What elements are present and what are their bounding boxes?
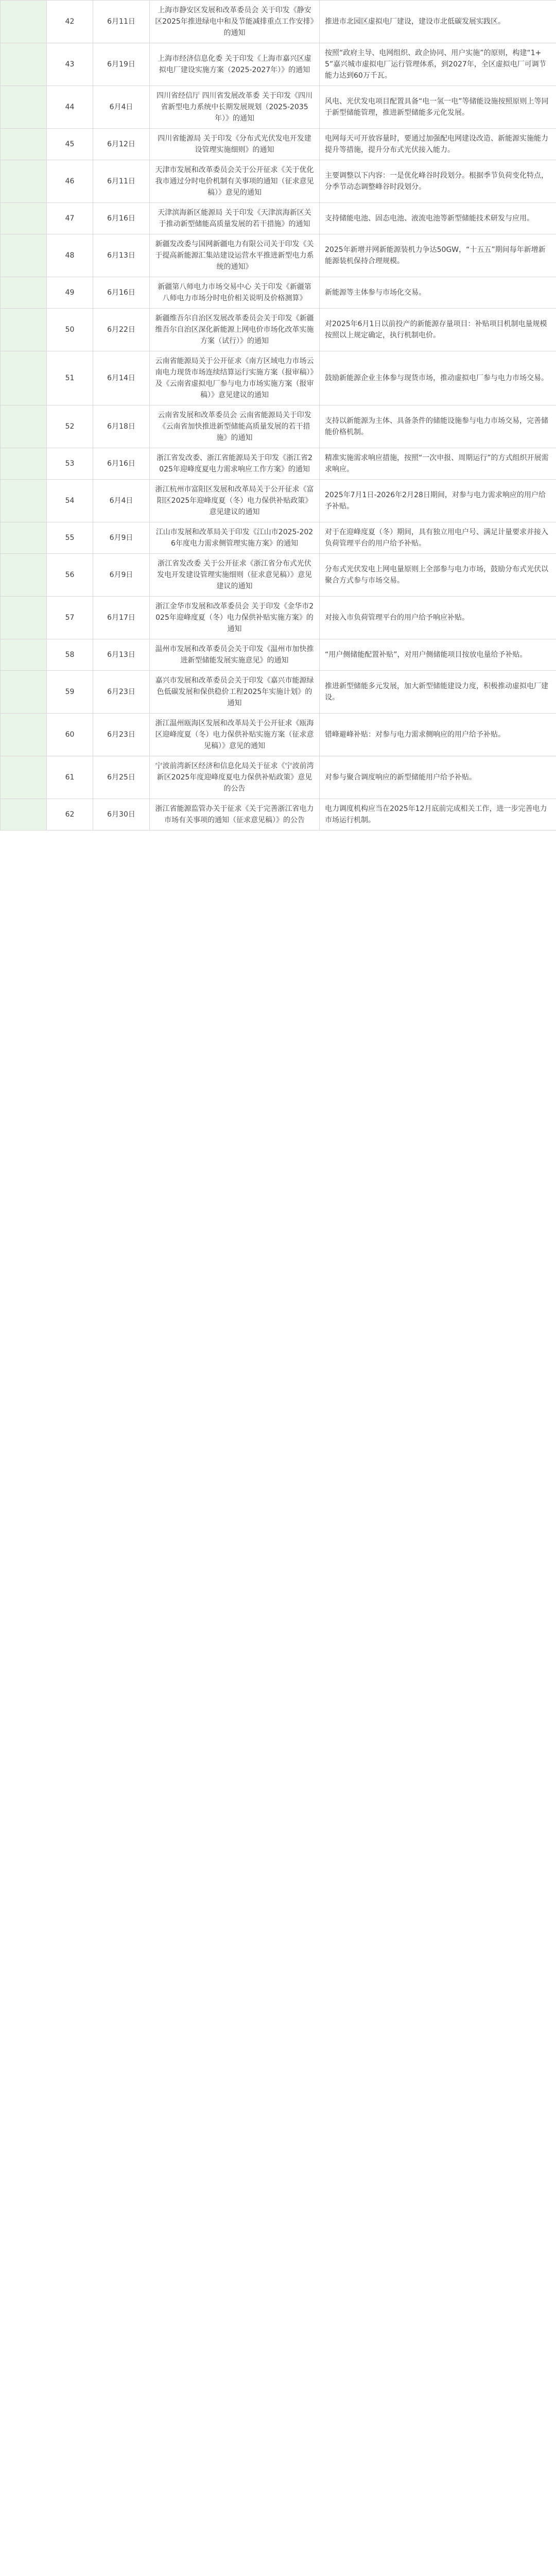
policy-title: 浙江杭州市富阳区发展和改革局关于公开征求《富阳区2025年迎峰度夏（冬）电力保供补贴政策》意见建议的通知: [150, 480, 320, 522]
policy-title: 江山市发展和改革局关于印发《江山市2025-2026年度电力需求侧管理实施方案》的通知: [150, 522, 320, 554]
policy-content: 2025年新增并网新能源装机力争达50GW，“十五五”期间每年新增新能源装机保持合理规模。: [320, 234, 556, 277]
row-date: 6月11日: [93, 160, 150, 203]
policy-content: 推进新型储能多元发展，加大新型储能建设力度，积极推动虚拟电厂建设。: [320, 671, 556, 714]
policy-content: 支持以新能源为主体、具备条件的储能设施参与电力市场交易，完善储能价格机制。: [320, 405, 556, 448]
row-date: 6月12日: [93, 129, 150, 160]
table-row: [1, 554, 556, 597]
policy-title: 上海市经济信息化委 关于印发《上海市嘉兴区虚拟电厂建设实施方案（2025-2027年）》的通知: [150, 43, 320, 86]
policy-title: 浙江省发改委、浙江省能源局关于印发《浙江省2025年迎峰度夏电力需求响应工作方案》的通知: [150, 448, 320, 480]
table-row: [1, 799, 556, 831]
policy-table-body: [1, 1, 556, 831]
policy-title: 浙江金华市发展和改革委员会 关于印发《金华市2025年迎峰度夏（冬）电力保供补贴实施方案》的通知: [150, 597, 320, 639]
region-cell: [1, 277, 47, 309]
row-number: 59: [47, 671, 93, 714]
policy-content: 电力调度机构应当在2025年12月底前完成相关工作，进一步完善电力市场运行机制。: [320, 799, 556, 831]
region-cell: [1, 234, 47, 277]
row-number: 60: [47, 714, 93, 756]
table-row: [1, 86, 556, 129]
row-date: 6月18日: [93, 405, 150, 448]
row-number: 52: [47, 405, 93, 448]
row-date: 6月14日: [93, 351, 150, 405]
row-date: 6月17日: [93, 597, 150, 639]
table-row: [1, 234, 556, 277]
row-date: 6月16日: [93, 448, 150, 480]
row-number: 56: [47, 554, 93, 597]
row-number: 48: [47, 234, 93, 277]
region-cell: [1, 756, 47, 799]
policy-content: 按照“政府主导、电网组织、政企协同、用户实施”的原则，构建“1+5”嘉兴城市虚拟电厂运行管理体系，到2027年，全区虚拟电厂可调节能力达到60万千瓦。: [320, 43, 556, 86]
table-row: [1, 597, 556, 639]
policy-content: 分布式光伏发电上网电量原则上全部参与电力市场，鼓励分布式光伏以聚合方式参与市场交易。: [320, 554, 556, 597]
policy-content: 推进市北园区虚拟电厂建设，建设市北低碳发展实践区。: [320, 1, 556, 43]
policy-content: 对于在迎峰度夏（冬）期间，具有独立用电户号、满足计量要求并接入负荷管理平台的用户给予补贴。: [320, 522, 556, 554]
policy-content: “用户侧储能配置补贴”，对用户侧储能项目按放电量给予补贴。: [320, 639, 556, 671]
row-number: 54: [47, 480, 93, 522]
policy-content: 对接入市负荷管理平台的用户给予响应补贴。: [320, 597, 556, 639]
policy-content: 错峰避峰补贴：对参与电力需求侧响应的用户给予补贴。: [320, 714, 556, 756]
policy-content: 新能源等主体参与市场化交易。: [320, 277, 556, 309]
region-cell: [1, 639, 47, 671]
region-cell: [1, 671, 47, 714]
policy-content: 对2025年6月1日以前投产的新能源存量项目：补贴项目机制电量规模按照以上规定确定，执行机制电价。: [320, 309, 556, 351]
region-cell: [1, 480, 47, 522]
row-date: 6月22日: [93, 309, 150, 351]
row-number: 42: [47, 1, 93, 43]
region-cell: [1, 405, 47, 448]
row-number: 44: [47, 86, 93, 129]
policy-content: 主要调整以下内容：一是优化峰谷时段划分。根据季节负荷变化特点，分季节动态调整峰谷时段划分。: [320, 160, 556, 203]
row-number: 50: [47, 309, 93, 351]
region-cell: [1, 351, 47, 405]
row-date: 6月30日: [93, 799, 150, 831]
policy-content: 对参与聚合调度响应的新型储能用户给予补贴。: [320, 756, 556, 799]
row-number: 47: [47, 203, 93, 234]
table-row: [1, 43, 556, 86]
policy-title: 新疆第八师电力市场交易中心 关于印发《新疆第八师电力市场分时电价相关说明及价格测算》: [150, 277, 320, 309]
table-row: [1, 448, 556, 480]
policy-content: 风电、光伏发电项目配置具备“电一氢一电”等储能设施按照原则上等同于新型储能管理，推进新型储能多元化发展。: [320, 86, 556, 129]
policy-title: 宁波前湾新区经济和信息化局关于征求《宁波前湾新区2025年度迎峰度夏电力保供补贴政策》意见的公告: [150, 756, 320, 799]
table-row: [1, 129, 556, 160]
table-row: [1, 522, 556, 554]
policy-title: 四川省能源局 关于印发《分布式光伏发电开发建设管理实施细则》的通知: [150, 129, 320, 160]
policy-title: 浙江温州瓯海区发展和改革局关于公开征求《瓯海区迎峰度夏（冬）电力保供补贴实施方案（征求意见稿）》意见的通知: [150, 714, 320, 756]
policy-title: 浙江省发改委 关于公开征求《浙江省分布式光伏发电开发建设管理实施细则（征求意见稿）》意见建议的通知: [150, 554, 320, 597]
row-number: 51: [47, 351, 93, 405]
row-number: 43: [47, 43, 93, 86]
policy-title: 上海市静安区发展和改革委员会 关于印发《静安区2025年推进绿电中和及节能减排重点工作安排》的通知: [150, 1, 320, 43]
region-cell: [1, 43, 47, 86]
row-number: 58: [47, 639, 93, 671]
policy-content: 2025年7月1日-2026年2月28日期间，对参与电力需求响应的用户给予补贴。: [320, 480, 556, 522]
row-date: 6月19日: [93, 43, 150, 86]
table-row: [1, 1, 556, 43]
table-row: [1, 309, 556, 351]
row-date: 6月9日: [93, 554, 150, 597]
region-cell: [1, 714, 47, 756]
region-cell: [1, 160, 47, 203]
policy-title: 新疆维吾尔自治区发展改革委员会关于印发《新疆维吾尔自治区深化新能源上网电价市场化改革实施方案（试行）》的通知: [150, 309, 320, 351]
region-cell: [1, 203, 47, 234]
policy-title: 云南省能源局关于公开征求《南方区域电力市场云南电力现货市场连续结算运行实施方案（报审稿）》及《云南省虚拟电厂参与电力市场实施方案（报审稿）》意见建议的通知: [150, 351, 320, 405]
table-row: [1, 480, 556, 522]
policy-title: 温州市发展和改革委员会关于印发《温州市加快推进新型储能发展实施意见》的通知: [150, 639, 320, 671]
row-date: 6月25日: [93, 756, 150, 799]
row-number: 49: [47, 277, 93, 309]
policy-title: 天津市发展和改革委员会关于公开征求《关于优化我市通过分时电价机制有关事项的通知（征求意见稿）》意见的通知: [150, 160, 320, 203]
policy-content: 精准实施需求响应措施，按照“一次申报、周期运行”的方式组织开展需求响应。: [320, 448, 556, 480]
row-date: 6月4日: [93, 86, 150, 129]
policy-content: 鼓励新能源企业主体参与现货市场，推动虚拟电厂参与电力市场交易。: [320, 351, 556, 405]
row-date: 6月9日: [93, 522, 150, 554]
row-date: 6月13日: [93, 234, 150, 277]
table-row: [1, 277, 556, 309]
row-number: 57: [47, 597, 93, 639]
region-cell: [1, 129, 47, 160]
region-cell: [1, 448, 47, 480]
region-cell: [1, 86, 47, 129]
policy-content: 电网每天可开放容量时，要通过加强配电网建设改造、新能源实施能力提升等措施，提升分布式光伏接入能力。: [320, 129, 556, 160]
region-cell: [1, 1, 47, 43]
row-number: 55: [47, 522, 93, 554]
row-date: 6月11日: [93, 1, 150, 43]
table-row: [1, 671, 556, 714]
row-date: 6月16日: [93, 277, 150, 309]
table-row: [1, 160, 556, 203]
table-row: [1, 714, 556, 756]
row-date: 6月23日: [93, 671, 150, 714]
region-cell: [1, 522, 47, 554]
row-date: 6月23日: [93, 714, 150, 756]
policy-title: 四川省经信厅 四川省发展改革委 关于印发《四川省新型电力系统中长期发展规划（2025-2035年）》的通知: [150, 86, 320, 129]
table-row: [1, 203, 556, 234]
region-cell: [1, 799, 47, 831]
policy-title: 新疆发改委与国网新疆电力有限公司关于印发《关于提高新能源汇集站建设运营水平推进新型电力系统的通知》: [150, 234, 320, 277]
policy-title: 云南省发展和改革委员会 云南省能源局关于印发《云南省加快推进新型储能高质量发展的若干措施》的通知: [150, 405, 320, 448]
table-row: [1, 351, 556, 405]
table-row: [1, 405, 556, 448]
policy-table: [0, 0, 556, 831]
row-number: 53: [47, 448, 93, 480]
table-row: [1, 756, 556, 799]
policy-title: 嘉兴市发展和改革委员会关于印发《嘉兴市能源绿色低碳发展和保供稳价工程2025年实施计划》的通知: [150, 671, 320, 714]
policy-title: 天津滨海新区能源局 关于印发《天津滨海新区关于推动新型储能高质量发展的若干措施》的通知: [150, 203, 320, 234]
row-date: 6月16日: [93, 203, 150, 234]
policy-title: 浙江省能源监管办关于征求《关于完善浙江省电力市场有关事项的通知（征求意见稿）》的公告: [150, 799, 320, 831]
row-number: 45: [47, 129, 93, 160]
region-cell: [1, 309, 47, 351]
row-number: 61: [47, 756, 93, 799]
region-cell: [1, 597, 47, 639]
policy-content: 支持储能电池、固态电池、液流电池等新型储能技术研发与应用。: [320, 203, 556, 234]
row-number: 62: [47, 799, 93, 831]
row-date: 6月4日: [93, 480, 150, 522]
row-number: 46: [47, 160, 93, 203]
table-row: [1, 639, 556, 671]
row-date: 6月13日: [93, 639, 150, 671]
region-cell: [1, 554, 47, 597]
